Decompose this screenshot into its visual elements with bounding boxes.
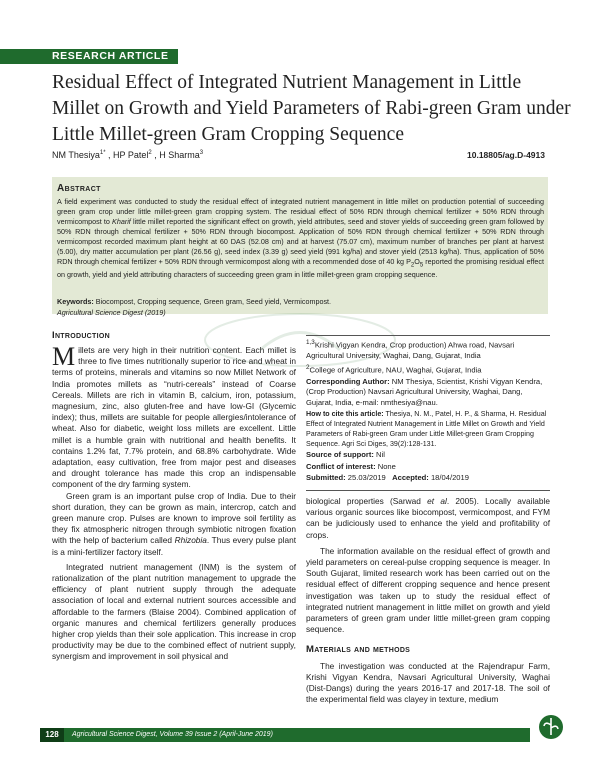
value: 25.03/2019 — [345, 473, 386, 483]
keywords-list: Biocompost, Cropping sequence, Green gram, Seed yield, Vermicompost. — [93, 297, 332, 306]
affiliation-2 — [306, 363, 550, 376]
value: Nil — [373, 450, 385, 460]
paragraph — [52, 342, 296, 491]
right-column-body — [306, 496, 550, 705]
divider — [306, 490, 550, 491]
doi[interactable]: 10.18805/ag.D-4913 — [467, 150, 545, 160]
citation — [306, 409, 550, 449]
footer-journal: Agricultural Science Digest, Volume 39 Issue 2 (April-June 2019) — [72, 731, 273, 738]
author-sep: , — [151, 150, 160, 160]
subscript: 5 — [419, 262, 424, 269]
paragraph-text: . 2005). Locally available various organic sources like biocompost, vermicompost, and FYM can be judiciously used to enhance the yield and profitability of crops. — [306, 496, 550, 540]
submission-dates — [306, 473, 550, 484]
journal-logo-icon — [537, 713, 565, 741]
introduction-body — [52, 342, 296, 663]
affiliations — [306, 338, 550, 485]
label: Conflict of interest: — [306, 461, 376, 471]
paragraph-text: . Thus every pulse plant is a mini-fertilizer factory itself. — [52, 535, 296, 557]
methods-heading: Materials and methods — [306, 644, 411, 656]
paragraph — [306, 496, 550, 541]
author-sup: 1* — [99, 150, 106, 156]
paragraph: The information available on the residual effect of growth and yield parameters on cereal-pulse cropping sequence is meager. In South Gujarat, limited research work has been carried out on the residual effect of different cropping sequence and hence present investigation was taken up to study the residual effect of integrated nutrient management in little millet on growth and yield parameters of green gram under little millet-green gram copping sequence. — [306, 545, 550, 635]
abstract-heading: Abstract — [57, 183, 101, 194]
label: Corresponding Author: — [306, 376, 390, 386]
keywords — [57, 297, 544, 306]
subscript: 2 — [410, 262, 415, 269]
label: Accepted: — [392, 473, 429, 483]
affiliation-sup: 2 — [306, 363, 310, 371]
label: Source of support: — [306, 450, 374, 460]
paragraph-text: illets are very high in their nutrition content. Each millet is three to five times nutritionally superior to rice and wheat in terms of proteins, minerals and vitamins so now Millet Network of India promotes millets as “nutri-cereals” instead of Coarse Cereals. Millets are rich in vitamin B, calcium, iron, potassium, magnesium, zinc, also gluten-free and have low-GI (Glycemic index); thus, millets are suitable for people allergies/intolerance of wheat. Also for diabetic, weight loss millets are excellent. Little millet is a humble grain with nutritional and health benefits. It contains 1.2% fat, 7.7% protein, and 68.8% carbohydrate. Wide adaptation, easy cultivation, free from major pest and diseases and drought tolerance has made this crop an indispensable component of the dry farming system. — [52, 345, 296, 490]
author-name: HP Patel — [113, 150, 149, 160]
author-name: H Sharma — [159, 150, 200, 160]
abstract-text-part: little millet reported the significant effect on growth, yield attributes, seed and stover yields of succeeding green gram followed by 50% RDN through chemical fertilizer + 50% RDN through biocompost. Application of 50% RDN through chemical fertilizer + 50% RDN through vermicompost recorded maximum plant height at 60 DAS (52.08 cm) and at harvest (75.07 cm), maximum number of branches per plant at harvest (5.00), dry matter accumulation per plant (26.56 g), seed index (3.39 g) seed yield (991 kg/ha) and stover yield (2513 kg/ha). Thus, application of 50% RDN through chemical fertilizer + 50% RDN through vermicompost along with a recommended dose of 40 kg P — [57, 217, 544, 266]
paper-title: Residual Effect of Integrated Nutrient Management in Little Millet on Growth and Yield Parameters of Rabi-green Gram under Little Millet-green Gram Cropping Sequence — [52, 72, 571, 145]
paragraph: Integrated nutrient management (INM) is the system of rationalization of the plant nutrition management to upgrade the efficiency of plant nutrient supply through the adequate association of local and external nutrient sources accessible and affordable to the farmers (Blaise 2004). Combined application of organic manures and chemical fertilizers generally produces higher crop yields than their sole application. This increase in crop productivity may be due to the combined effect of nutrient supply, synergism and improvement in soil physical and — [52, 561, 296, 662]
keywords-label: Keywords: — [57, 297, 94, 306]
abstract-text-part: O — [414, 257, 420, 266]
journal-year: Agricultural Science Digest (2019) — [57, 308, 166, 317]
affiliation-text: College of Agriculture, NAU, Waghai, Gujarat, India — [309, 365, 482, 375]
affiliation-text: Krishi Vigyan Kendra, Crop production) Ahwa road, Navsari Agricultural University, Waghai, Dang, Gujarat, India — [306, 340, 515, 361]
abstract-text-part: reported the promising residual effect on growth, yield and yield attributing characters of succeeding green gram in little millet-green gram cropping sequence. — [57, 257, 544, 280]
value: None — [375, 461, 396, 471]
author-sup: 2 — [148, 150, 152, 156]
author-sep: , — [105, 150, 114, 160]
label: Submitted: — [306, 473, 346, 483]
italic-term: et al — [427, 496, 447, 506]
value: 18/04/2019 — [428, 473, 469, 483]
source-of-support — [306, 450, 550, 461]
paragraph: The investigation was conducted at the Rajendrapur Farm, Krishi Vigyan Kendra, Navsari Agricultural University, Waghai (Dist-Dangs) during the years 2016-17 and 2017-18. The soil of the experimental field was clayey in texture, medium — [306, 660, 550, 705]
paragraph-text: Green gram is an important pulse crop of India. Due to their short duration, they can be grown as main, intercrop, catch and green manure crop. Pulses are known to improve soil fertility as they fix atmospheric nitrogen through symbiotic nitrogen fixation with the help of bacterium called — [52, 490, 296, 546]
paragraph — [52, 491, 296, 558]
author-name: NM Thesiya — [52, 150, 100, 160]
divider — [306, 335, 550, 336]
conflict-of-interest — [306, 462, 550, 473]
footer-bar — [40, 728, 530, 742]
abstract-text — [57, 197, 544, 280]
affiliation-sup: 1,3 — [306, 339, 315, 346]
abstract-italic: Kharif — [112, 217, 131, 226]
author-sup: 3 — [199, 150, 204, 156]
italic-term: Rhizobia — [174, 535, 207, 546]
value: NM Thesiya, Scientist, Krishi Vigyan Kendra, (Crop Production) Navsari Agricultural University, Waghai, Dang, Gujarat, India, e-mail: nmthesiya@nau. — [306, 376, 543, 407]
drop-cap: M — [52, 342, 76, 371]
value: Thesiya, N. M., Patel, H. P., & Sharma, H. Residual Effect of Integrated Nutrient Management in Little Millet on Growth and Yield Parameters of Rabi-green Gram under Little Millet-green Gram Cropping Sequence. Agri Sci Diges, 39(2):128-131. — [306, 410, 547, 449]
page-number: 128 — [40, 728, 64, 742]
affiliation-1 — [306, 338, 550, 362]
label: How to cite this article: — [306, 410, 384, 419]
article-type-banner: RESEARCH ARTICLE — [0, 49, 178, 64]
author-list — [52, 150, 203, 160]
corresponding-author — [306, 377, 550, 409]
introduction-heading: Introduction — [52, 330, 110, 341]
abstract-text-part: A field experiment was conducted to study the residual effect of integrated nutrient management in little millet on production potential of succeeding green gram crop under little millet-green gram cropping system. The residual effect of 50% RDN through chemical fertilizer + 50% RDN through vermicompost to — [57, 197, 544, 226]
paragraph-text: biological properties (Sarwad — [306, 496, 428, 506]
